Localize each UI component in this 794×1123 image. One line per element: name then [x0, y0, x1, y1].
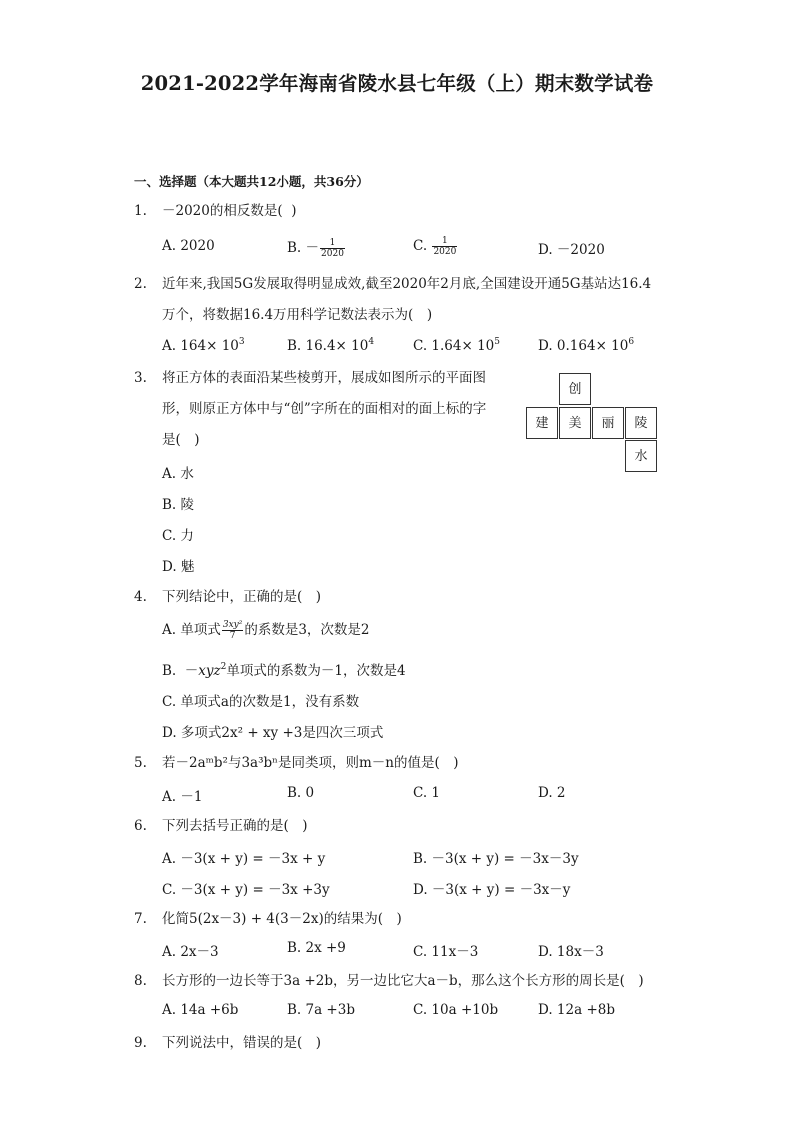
question-stem-line: 将正方体的表面沿某些棱剪开，展成如图所示的平面图 — [162, 370, 486, 386]
option-d[interactable]: D. $0.164\times 10^6$ — [538, 337, 635, 354]
net-cell: 建 — [526, 407, 558, 439]
option-b[interactable]: B. 0 — [287, 785, 315, 801]
net-cell: 美 — [559, 407, 591, 439]
option-c[interactable]: C. $\frac{1}{2020}$ — [413, 236, 457, 257]
question-stem: 若－2aᵐb²与3a³bⁿ是同类项，则m－n的值是( ) — [162, 755, 459, 771]
question-number: 1. — [134, 203, 147, 219]
option-a[interactable]: A. 2x－3 — [162, 944, 219, 960]
question-stem-line: 近年来,我国5G发展取得明显成效,截至2020年2月底,全国建设开通5G基站达16.4 — [162, 276, 652, 292]
question-number: 9. — [134, 1035, 147, 1051]
question-stem: 长方形的一边长等于3a +2b，另一边比它大a－b，那么这个长方形的周长是( ) — [162, 973, 644, 989]
option-c[interactable]: C. 1 — [413, 785, 441, 801]
question-stem: －2020的相反数是( ) — [162, 203, 297, 219]
cube-net-figure — [526, 373, 660, 473]
option-b[interactable]: B. 7a +3b — [287, 1002, 355, 1018]
option-a[interactable]: A. 2020 — [162, 238, 215, 254]
question-stem: 化简5(2x－3) + 4(3－2x)的结果为( ) — [162, 911, 402, 927]
option-d[interactable]: D. －3(x + y) = －3x－y — [413, 882, 571, 898]
option-a[interactable]: A. －3(x + y) = －3x + y — [162, 851, 326, 867]
option-a[interactable]: A. 水 — [162, 466, 194, 482]
question-number: 8. — [134, 973, 147, 989]
question-number: 4. — [134, 589, 147, 605]
question-stem: 下列说法中，错误的是( ) — [162, 1035, 322, 1051]
question-number: 7. — [134, 911, 147, 927]
option-b[interactable]: B. 陵 — [162, 497, 195, 513]
option-b[interactable]: B. 2x +9 — [287, 940, 346, 956]
question-stem: 下列结论中，正确的是( ) — [162, 589, 322, 605]
option-a[interactable]: A. 单项式 $\frac{\text{3xy²}}{7}$ 的系数是3，次数是2 — [162, 620, 370, 641]
option-c[interactable]: C. $1.64\times 10^5$ — [413, 337, 501, 354]
option-d[interactable]: D. －2020 — [538, 242, 605, 258]
net-cell: 陵 — [625, 407, 657, 439]
net-cell: 丽 — [592, 407, 624, 439]
option-c[interactable]: C. 单项式a的次数是1，没有系数 — [162, 694, 360, 710]
net-cell: 水 — [625, 440, 657, 472]
question-number: 2. — [134, 276, 147, 292]
question-number: 5. — [134, 755, 147, 771]
question-stem-line: 是( ) — [162, 432, 200, 448]
section-heading: 一、选择题（本大题共12小题，共36分） — [134, 174, 369, 189]
fraction: $\frac{1}{2020}$ — [433, 236, 457, 257]
option-b[interactable]: B. $16.4\times 10^4$ — [287, 337, 375, 354]
question-number: 3. — [134, 370, 147, 386]
net-cell: 创 — [559, 373, 591, 405]
option-a[interactable]: A. －1 — [162, 789, 203, 805]
option-c[interactable]: C. 11x－3 — [413, 944, 479, 960]
question-stem-line: 万个，将数据16.4万用科学记数法表示为( ) — [162, 307, 433, 323]
option-b[interactable]: B. － $\frac{1}{2020}$ — [287, 238, 344, 259]
option-d[interactable]: D. 12a +8b — [538, 1002, 615, 1018]
option-b[interactable]: B. －3(x + y) = －3x－3y — [413, 851, 579, 867]
fraction: $\frac{\text{3xy²}}{7}$ — [222, 620, 243, 641]
fraction: $\frac{1}{2020}$ — [321, 238, 344, 259]
option-a[interactable]: A. 14a +6b — [162, 1002, 239, 1018]
question-stem: 下列去括号正确的是( ) — [162, 818, 308, 834]
option-d[interactable]: D. 多项式2x² + xy +3是四次三项式 — [162, 725, 384, 741]
page-title: 2021-2022学年海南省陵水县七年级（上）期末数学试卷 — [140, 72, 654, 95]
option-d[interactable]: D. 魅 — [162, 559, 195, 575]
option-d[interactable]: D. 2 — [538, 785, 566, 801]
question-stem-line: 形，则原正方体中与“创”字所在的面相对的面上标的字 — [162, 401, 487, 417]
option-c[interactable]: C. 力 — [162, 528, 194, 544]
option-b[interactable]: B. －xyz$^2$单项式的系数为－1，次数是4 — [162, 662, 406, 679]
option-d[interactable]: D. 18x－3 — [538, 944, 604, 960]
question-number: 6. — [134, 818, 147, 834]
option-a[interactable]: A. $164\times 10^3$ — [162, 337, 245, 354]
option-c[interactable]: C. －3(x + y) = －3x +3y — [162, 882, 330, 898]
option-c[interactable]: C. 10a +10b — [413, 1002, 499, 1018]
